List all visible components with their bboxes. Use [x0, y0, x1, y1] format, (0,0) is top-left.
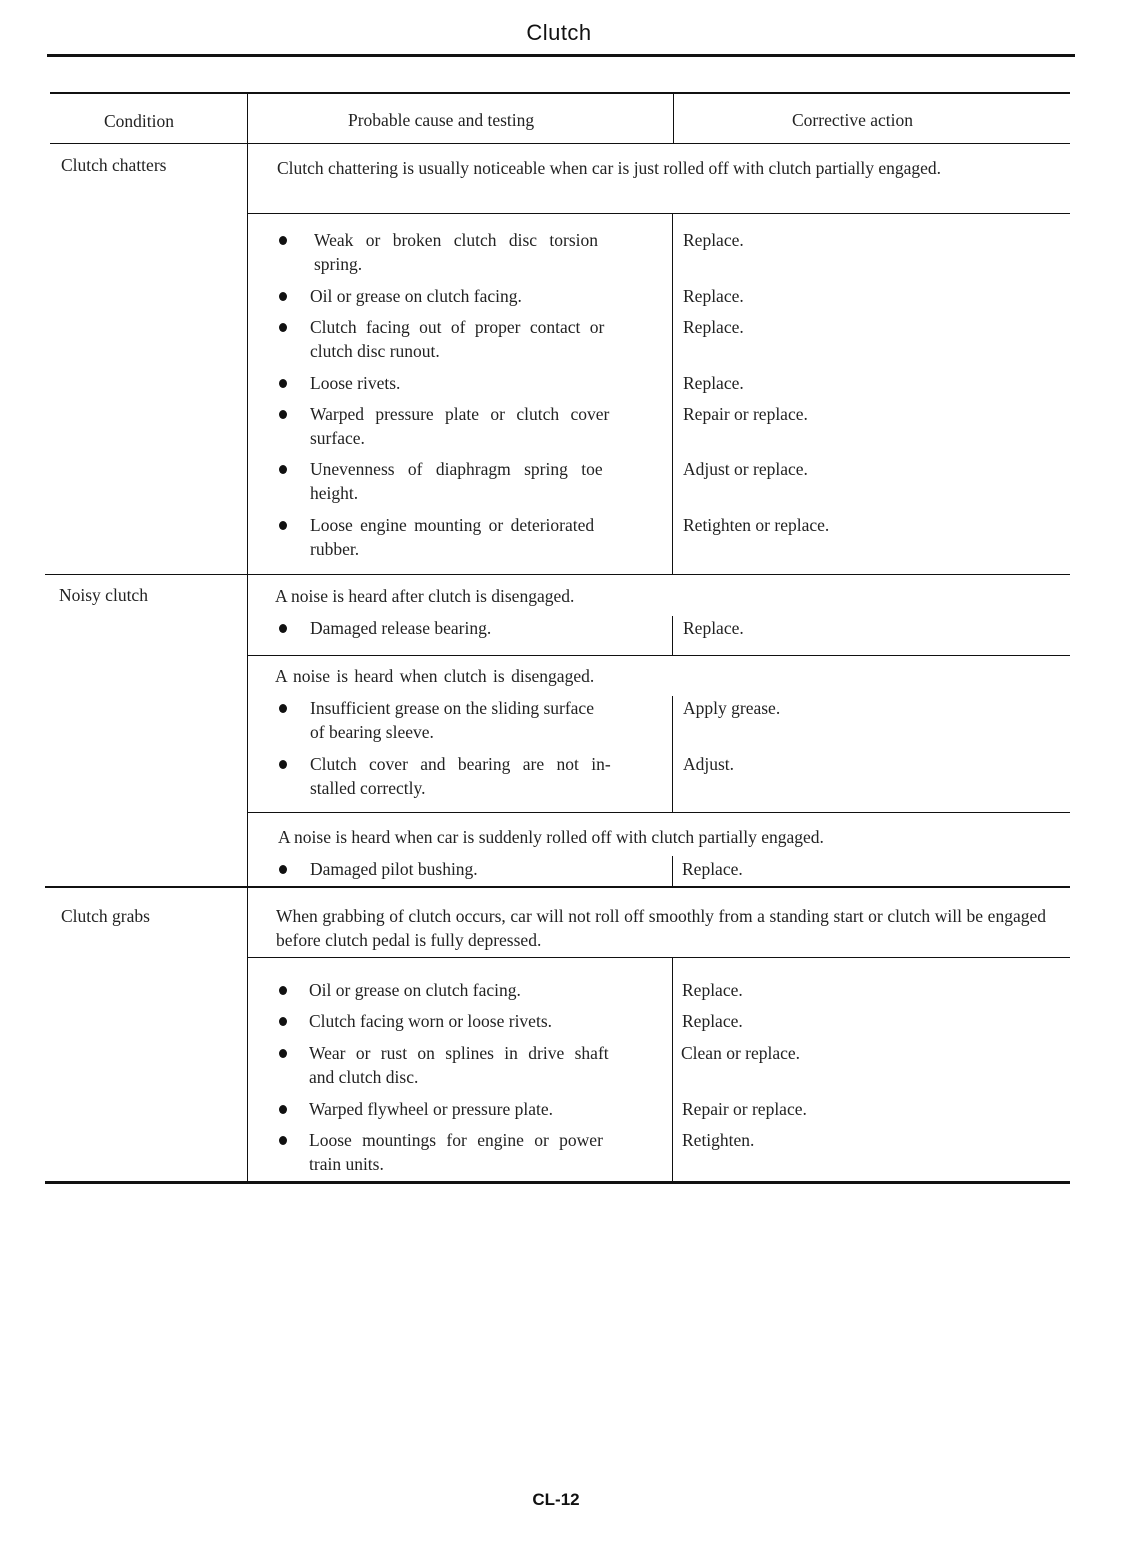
cause-line: Insufficient grease on the sliding surface	[310, 698, 594, 718]
bullet-icon	[279, 704, 287, 713]
cause-line: Warped pressure plate or clutch cover	[310, 404, 610, 424]
action-column-divider	[672, 696, 673, 813]
cause-line-continued: of bearing sleeve.	[310, 722, 434, 742]
cause-line-continued: stalled correctly.	[310, 778, 426, 798]
table-top-rule	[50, 92, 1070, 94]
cause-line: Warped flywheel or pressure plate.	[309, 1099, 553, 1119]
header-action: Corrective action	[792, 110, 913, 130]
cause-line: Unevenness of diaphragm spring toe	[310, 459, 603, 479]
corrective-action: Replace.	[683, 618, 744, 638]
corrective-action: Replace.	[682, 1011, 743, 1031]
row-rule	[247, 812, 1070, 813]
corrective-action: Retighten or replace.	[683, 515, 830, 535]
cause-line: Clutch facing worn or loose rivets.	[309, 1011, 553, 1031]
table-bottom-rule	[45, 1181, 1070, 1184]
bullet-icon	[279, 1136, 287, 1145]
section-rule	[45, 886, 1070, 888]
action-column-divider	[672, 957, 673, 1182]
corrective-action: Replace.	[683, 317, 744, 337]
row-rule	[247, 957, 1070, 958]
cause-line: Loose mountings for engine or power	[309, 1130, 603, 1150]
cause-line-continued: clutch disc runout.	[310, 341, 440, 361]
cause-line: Damaged release bearing.	[310, 618, 492, 638]
header-bottom-rule	[50, 143, 1070, 144]
cause-line-continued: train units.	[309, 1154, 384, 1174]
bullet-icon	[279, 1017, 287, 1026]
bullet-icon	[279, 986, 287, 995]
page-number: CL-12	[532, 1490, 580, 1509]
corrective-action: Adjust.	[683, 754, 735, 774]
bullet-icon	[279, 521, 287, 530]
cause-line: Clutch cover and bearing are not in-	[310, 754, 611, 774]
corrective-action: Replace.	[682, 859, 743, 879]
corrective-action: Retighten.	[682, 1130, 755, 1150]
header-condition: Condition	[104, 111, 175, 131]
bullet-icon	[279, 292, 287, 301]
condition-label: Noisy clutch	[59, 585, 148, 605]
title-rule	[47, 54, 1075, 57]
cause-line: Loose rivets.	[310, 373, 401, 393]
bullet-icon	[279, 236, 287, 245]
bullet-icon	[279, 865, 287, 874]
cause-line: Loose engine mounting or deteriorated	[310, 515, 595, 535]
group-intro: A noise is heard when car is suddenly rolled off with clutch partially engaged.	[278, 827, 824, 847]
corrective-action: Apply grease.	[683, 698, 781, 718]
section-rule	[45, 574, 1070, 575]
cause-line: Damaged pilot bushing.	[310, 859, 478, 879]
condition-label: Clutch grabs	[61, 906, 150, 926]
bullet-icon	[279, 323, 287, 332]
group-intro: When grabbing of clutch occurs, car will not roll off smoothly from a standing start or clutch will be engaged before clutch pedal is fully depressed.	[276, 906, 1046, 950]
corrective-action: Repair or replace.	[683, 404, 808, 424]
bullet-icon	[279, 624, 287, 633]
cause-line: Clutch facing out of proper contact or	[310, 317, 605, 337]
group-intro: A noise is heard when clutch is disengaged.	[275, 666, 595, 686]
corrective-action: Replace.	[683, 286, 744, 306]
cause-line: Oil or grease on clutch facing.	[309, 980, 521, 1000]
corrective-action: Clean or replace.	[681, 1043, 801, 1063]
action-column-divider	[672, 213, 673, 575]
corrective-action: Replace.	[683, 230, 744, 250]
group-intro: A noise is heard after clutch is disengaged.	[275, 586, 575, 606]
bullet-icon	[279, 465, 287, 474]
cause-line: Oil or grease on clutch facing.	[310, 286, 522, 306]
bullet-icon	[279, 1105, 287, 1114]
cause-line-continued: surface.	[310, 428, 365, 448]
action-column-divider-header	[673, 92, 674, 143]
bullet-icon	[279, 379, 287, 388]
group-intro: Clutch chattering is usually noticeable when car is just rolled off with clutch partially engaged.	[277, 158, 942, 178]
row-rule	[247, 655, 1070, 656]
cause-line-continued: spring.	[314, 254, 363, 274]
corrective-action: Repair or replace.	[682, 1099, 807, 1119]
bullet-icon	[279, 1049, 287, 1058]
cause-line-continued: and clutch disc.	[309, 1067, 419, 1087]
condition-label: Clutch chatters	[61, 155, 167, 175]
bullet-icon	[279, 410, 287, 419]
action-column-divider	[672, 616, 673, 655]
cause-line-continued: rubber.	[310, 539, 360, 559]
corrective-action: Replace.	[682, 980, 743, 1000]
corrective-action: Adjust or replace.	[683, 459, 808, 479]
corrective-action: Replace.	[683, 373, 744, 393]
cause-line: Weak or broken clutch disc torsion	[314, 230, 599, 250]
page-title: Clutch	[526, 20, 592, 45]
cause-line: Wear or rust on splines in drive shaft	[309, 1043, 609, 1063]
action-column-divider	[672, 856, 673, 887]
cause-line-continued: height.	[310, 483, 359, 503]
row-rule	[247, 213, 1070, 214]
bullet-icon	[279, 760, 287, 769]
condition-column-divider	[247, 92, 248, 1182]
header-cause: Probable cause and testing	[348, 110, 535, 130]
